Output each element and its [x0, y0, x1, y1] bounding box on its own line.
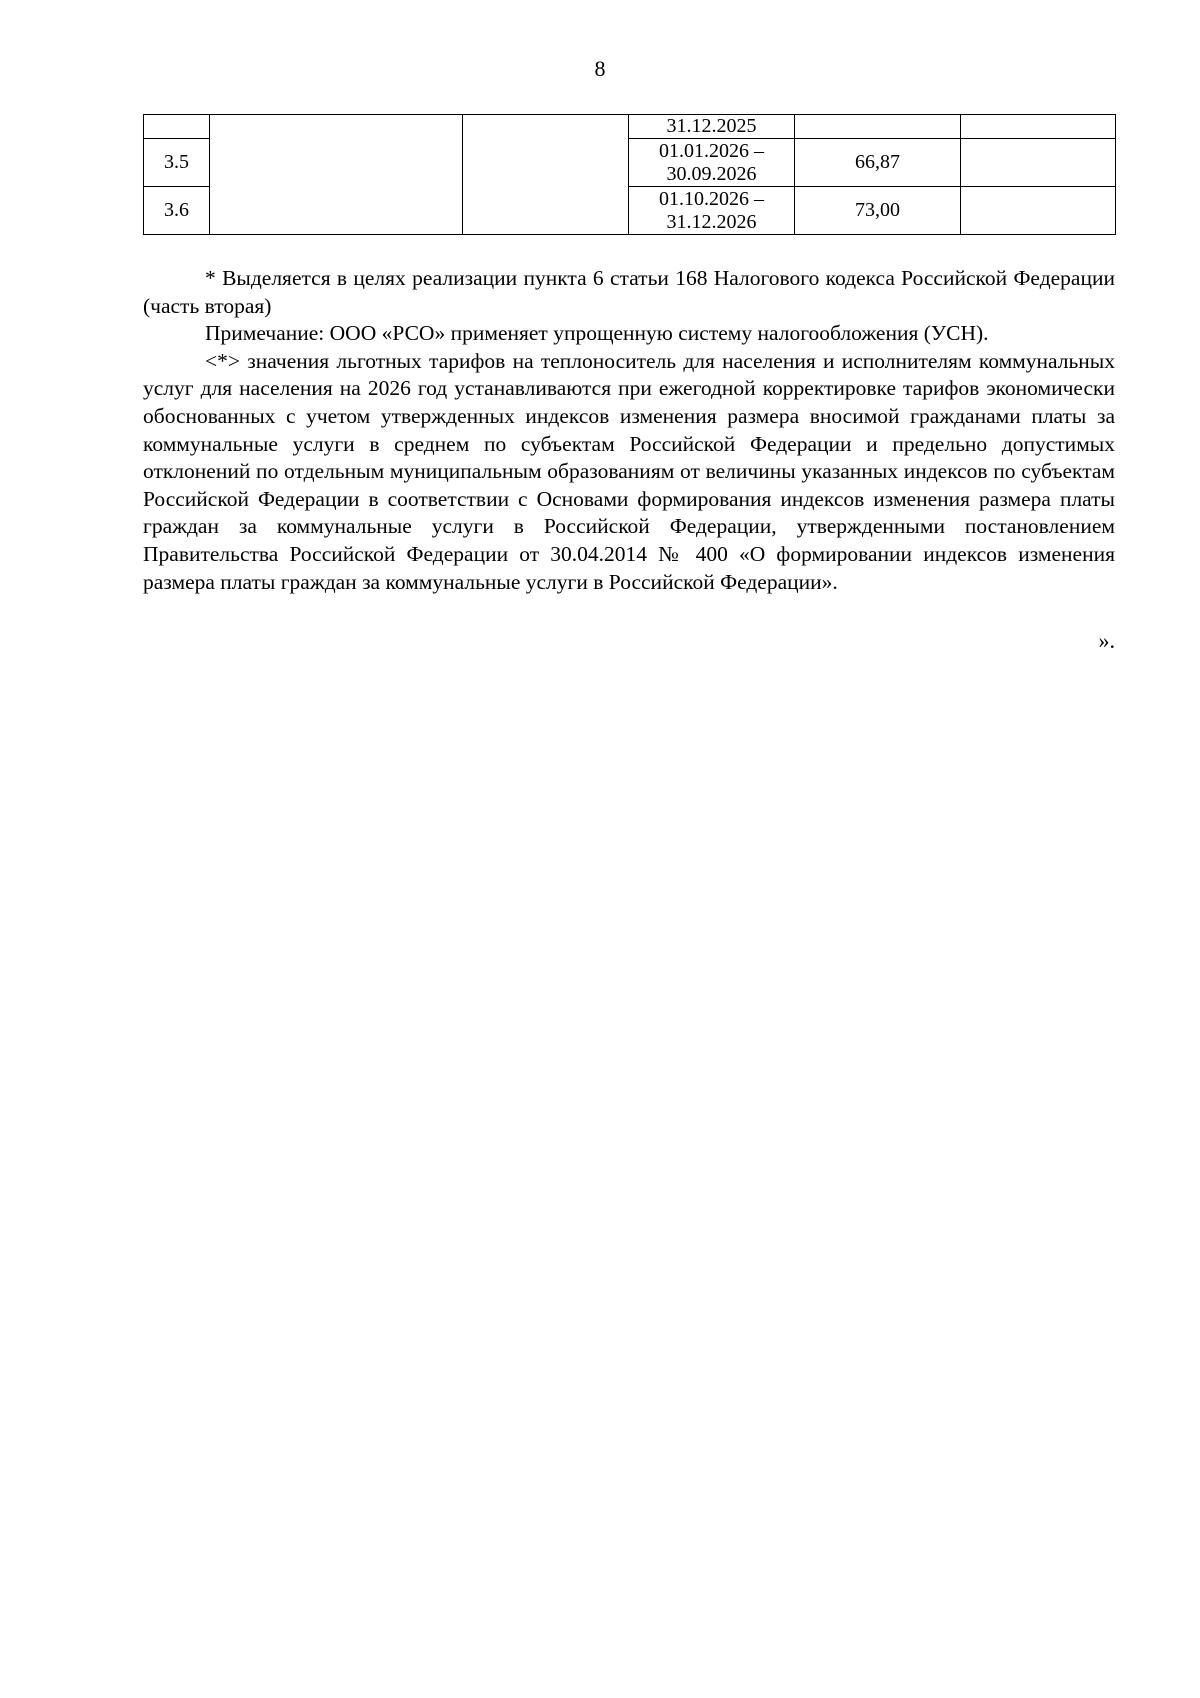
- period-cell: 01.01.2026 – 30.09.2026: [629, 139, 795, 187]
- vat-footnote: * Выделяется в целях реализации пункта 6 статьи 168 Налогового кодекса Российской Федерации (часть вторая): [143, 266, 1115, 318]
- empty-cell: [961, 187, 1116, 235]
- merged-cell-col3: [463, 115, 629, 235]
- row-number-cell: 3.5: [144, 139, 210, 187]
- row-number-cell: [144, 115, 210, 139]
- tax-system-note: Примечание: ООО «РСО» применяет упрощенную систему налогообложения (УСН).: [205, 321, 989, 346]
- tariff-value-cell: 73,00: [795, 187, 961, 235]
- merged-cell-col2: [210, 115, 463, 235]
- table-row: [144, 115, 1116, 139]
- closing-quote-mark: ».: [1098, 628, 1115, 653]
- page-number: 8: [594, 56, 606, 81]
- tariff-value-cell: 66,87: [795, 139, 961, 187]
- row-number-cell: 3.6: [144, 187, 210, 235]
- empty-cell: [961, 115, 1116, 139]
- tariff-table: [143, 114, 1116, 235]
- empty-cell: [961, 139, 1116, 187]
- footnotes: [143, 265, 1115, 596]
- tariff-value-cell: [795, 115, 961, 139]
- benefit-tariff-note: <*> значения льготных тарифов на теплоноситель для населения и исполнителям коммунальных услуг для населения на 2026 год устанавливаются при ежегодной корректировке тарифов экономически обоснованных с учетом утвержденных индексов изменения размера вносимой гражданами платы за коммунальные услуги в среднем по субъектам Российской Федерации и предельно допустимых отклонений по отдельным муниципальным образованиям от величины указанных индексов по субъектам Российской Федерации в соответствии с Основами формирования индексов изменения размера платы граждан за коммунальные услуги в Российской Федерации, утвержденными постановлением Правительства Российской Федерации от 30.04.2014 № 400 «О формировании индексов изменения размера платы граждан за коммунальные услуги в Российской Федерации».: [143, 348, 1115, 594]
- period-cell: 31.12.2025: [629, 115, 795, 139]
- period-cell: 01.10.2026 – 31.12.2026: [629, 187, 795, 235]
